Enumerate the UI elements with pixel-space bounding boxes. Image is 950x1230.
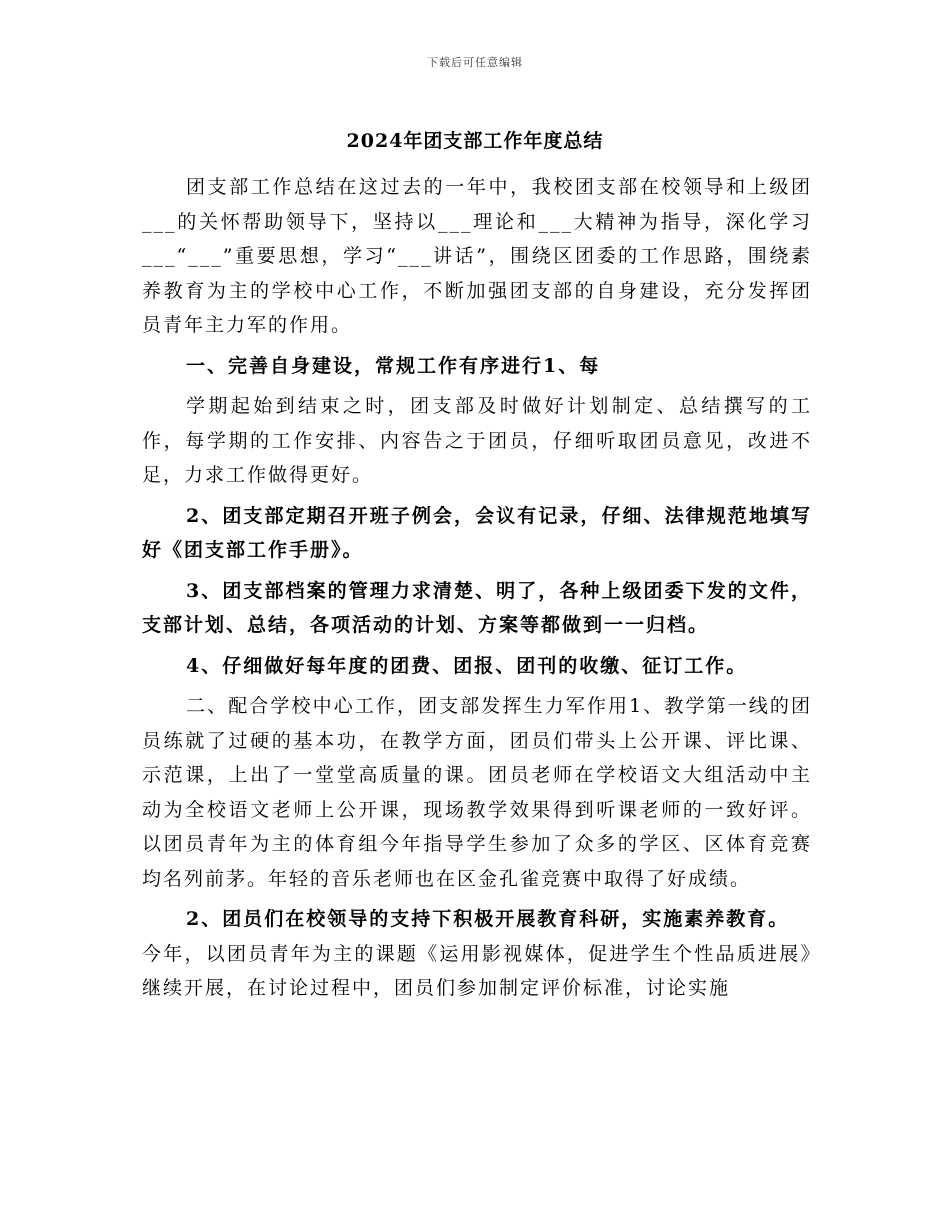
paragraph-1-1: 学期起始到结束之时，团支部及时做好计划制定、总结撰写的工作，每学期的工作安排、内容告之于团员，仔细听取团员意见，改进不足，力求工作做得更好。	[142, 395, 812, 486]
paragraph-1-2: 2、团支部定期召开班子例会，会议有记录，仔细、法律规范地填写好《团支部工作手册》。	[142, 504, 812, 561]
section-heading-1: 一、完善自身建设，常规工作有序进行1、每	[186, 354, 601, 377]
paragraph-1-3: 3、团支部档案的管理力求清楚、明了，各种上级团委下发的文件，支部计划、总结，各项活动的计划、方案等都做到一一归档。	[142, 579, 812, 636]
paragraph-1-4: 4、仔细做好每年度的团费、团报、团刊的收缴、征订工作。	[186, 654, 748, 677]
paragraph-intro: 团支部工作总结在这过去的一年中，我校团支部在校领导和上级团___的关怀帮助领导下，坚持以___理论和___大精神为指导，深化学习___“___”重要思想，学习“___讲话”，围绕区团委的工作思路，围绕素养教育为主的学校中心工作，不断加强团支部的自身建设，充分发挥团员青年主力军的作用。	[142, 176, 812, 336]
paragraph-2-1: 二、配合学校中心工作，团支部发挥生力军作用1、教学第一线的团员练就了过硬的基本功，在教学方面，团员们带头上公开课、评比课、示范课，上出了一堂堂高质量的课。团员老师在学校语文大组活动中主动为全校语文老师上公开课，现场教学效果得到听课老师的一致好评。以团员青年为主的体育组今年指导学生参加了众多的学区、区体育竞赛均名列前茅。年轻的音乐老师也在区金孔雀竞赛中取得了好成绩。	[142, 695, 812, 890]
page-title: 2024年团支部工作年度总结	[346, 130, 604, 152]
header-note: 下载后可任意编辑	[427, 56, 523, 69]
paragraph-2-2: 2、团员们在校领导的支持下积极开展教育科研，实施素养教育。	[186, 908, 790, 930]
paragraph-2-2-body: 今年，以团员青年为主的课题《运用影视媒体，促进学生个性品质进展》继续开展，在讨论过程中，团员们参加制定评价标准，讨论实施	[142, 942, 812, 999]
document-body	[142, 170, 812, 1006]
